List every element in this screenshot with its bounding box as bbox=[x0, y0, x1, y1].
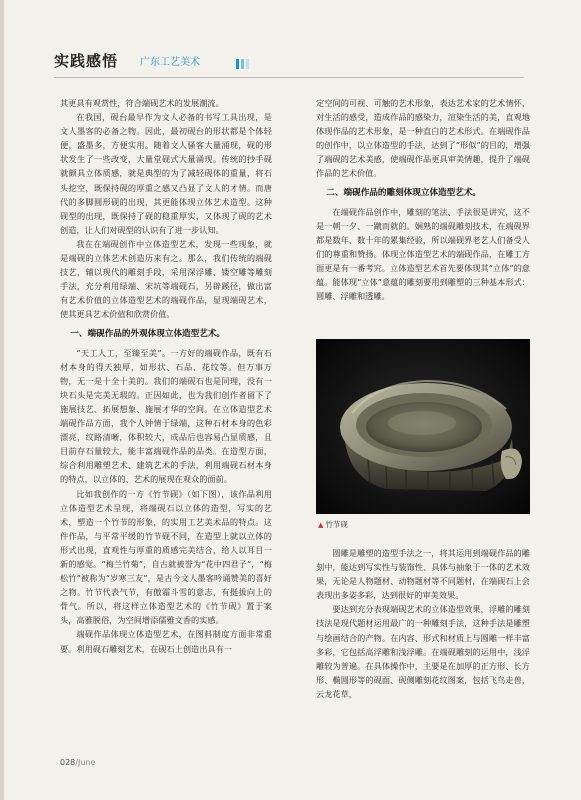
section-heading-1: 一、端砚作品的外观体现立体造型艺术。 bbox=[70, 328, 226, 339]
page-edge bbox=[0, 0, 4, 800]
left-column bbox=[60, 96, 272, 656]
paragraph: 定空间的可视、可触的艺术形象，表达艺术家的艺术情怀，对生活的感受，造成作品的感染力，渲染生活的美，直观地体现作品的艺术形象，是一种直白的艺术形式。在端砚作品的创作中，以立体造型的手法，达到了“形似”的目的，增强了端砚的艺术美感，使端砚作品更具审美情趣，提升了端砚作品的艺术价值。 bbox=[316, 98, 530, 179]
header-rule bbox=[54, 77, 524, 78]
page-number: 028 bbox=[60, 758, 76, 767]
header-decoration bbox=[236, 54, 251, 73]
paragraph: 圆雕是雕塑的造型手法之一，将其运用到端砚作品的雕刻中，能达到写实性与装饰性、具体与抽象于一体的艺术效果，无论是人物题材、动物题材等不同题材，在端砚石上会表现出多姿多彩，达到很好的审美效果。 bbox=[316, 548, 530, 601]
section-heading-2: 二、端砚作品的雕刻体现立体造型艺术。 bbox=[326, 187, 482, 198]
inkstone-photo bbox=[316, 339, 530, 514]
page-footer bbox=[60, 758, 95, 767]
paragraph: 在端砚作品创作中，雕刻的笔法、手法很是讲究，这不是一朝一夕、一蹴而就的。娴熟的端砚雕刻技术，在端砚界都是数年、数十年的累集经验，所以端砚界老艺人们备受人们的尊重和赞扬。体现立体造型艺术的端砚作品，在雕工方面更是有一番考究。立体造型艺术首先要体现其“立体”的意蕴。能体现“立体”意蕴的雕刻要用到雕塑的三种基本形式：圆雕、浮雕和透雕。 bbox=[316, 206, 530, 302]
triangle-icon: ▲ bbox=[318, 521, 324, 529]
photo-caption bbox=[318, 519, 348, 530]
right-column-upper bbox=[316, 96, 530, 303]
paragraph: 端砚作品体现立体造型艺术，在图料制度方面非常重要。利用砚石雕刻艺术，在砚石上创造出具有一 bbox=[60, 629, 272, 654]
paragraph: “天工人工，至臻至美”。一方好的端砚作品，既有石材本身的得天独厚，如形状、石品、花纹等。但万事万物，无一是十全十美的。我们的端砚石也是同理，没有一块石头是完美无瑕的。正因如此，也为我们创作者留下了施展技艺、拓展想象、施展才华的空间。在立体造型艺术端砚作品方面，我个人钟情于绿端，这种石材本身的色彩漂亮，纹路清晰，体积较大，成品后也容易凸显质感，且目前存石量较大，能丰富端砚作品的品类。在造型方面，综合利用雕塑艺术、建筑艺术的手法，利用端砚石材本身的特点，以立体的、艺术的展现在观众的面前。 bbox=[60, 347, 272, 485]
magazine-name: 广东工艺美术 bbox=[140, 57, 200, 68]
right-column-lower bbox=[316, 546, 530, 701]
paragraph: 其更具有观赏性，符合端砚艺术的发展潮流。 bbox=[60, 98, 224, 108]
bamboo-inkstone-image bbox=[316, 339, 530, 514]
issue-month: /June bbox=[75, 758, 96, 767]
section-title: 实践感悟 bbox=[54, 52, 119, 70]
caption-text: 竹节砚 bbox=[325, 520, 348, 529]
paragraph: 我在在端砚创作中立体造型艺术，发现一些现象，就是端砚的立体艺术创造历来有之。那么，我们传统的端砚技艺，辅以现代的雕刻手段，采用深浮雕、镂空雕等雕刻手法，充分利用绿端、宋坑等端砚石，另辟蹊径，做出富有艺术价值的立体造型艺术的端砚作品，显现端砚艺术，使其更具艺术价值和欣赏价值。 bbox=[60, 238, 272, 320]
page-header bbox=[54, 48, 524, 74]
paragraph: 在我国，砚台最早作为文人必备的书写工具出现，是文人墨客的必备之物。因此，最初砚台的形状都是个体轻便，盛墨多，方便实用。随着文人骚客大量涌现，砚的形状发生了一些改变，大量堂砚式大量涌现。传统的抄手砚就颇具立体质感，就是典型的为了减轻砚体的重量，将石头挖空，既保持砚的厚重之感又凸显了文人的才情。而唐代的多脚圆形砚的出现，其更能体现立体艺术造型。这种砚型的出现，既保持了砚的稳重厚实，又体现了砚的艺术创造，让人们对砚型的认识有了进一步认知。 bbox=[60, 112, 272, 235]
paragraph: 比如我创作的一方《竹节砚》（如下图），该作品利用立体造型艺术呈现，将端砚石以立体的造型，写实的艺术，塑造一个竹节的形象，的实用工艺美术品的特点。这件作品，与平常平缓的竹节砚不同，在造型上就以立体的形式出现，直观性与厚重的质感完美结合，给人以耳目一新的感觉。“梅兰竹菊”，自古就被誉为“花中四君子”，“梅松竹”被称为“岁寒三友”，是古今文人墨客吟诵赞美的喜好之物。竹节代表气节，有傲霜斗雪的意志，有挺拔向上的骨气。所以，将这样立体造型艺术的《竹节砚》置于案头，高雅脱俗，为空间增添儒雅文香的实感。 bbox=[60, 488, 272, 626]
paragraph: 要达到充分表现端砚艺术的立体造型效果，浮雕的雕刻技法是现代题材运用最广的一种雕刻手法，这种手法是雕塑与绘画结合的产物。在内容、形式和材质上与圆雕一样丰富多彩，它包括高浮雕和浅浮雕。在端砚雕刻的运用中，浅浮雕较为普遍。在具体操作中，主要是在加厚的正方形、长方形、椭圆形等的砚面、砚侧雕刻花纹图案，包括飞鸟走兽，云龙花草， bbox=[316, 604, 530, 699]
